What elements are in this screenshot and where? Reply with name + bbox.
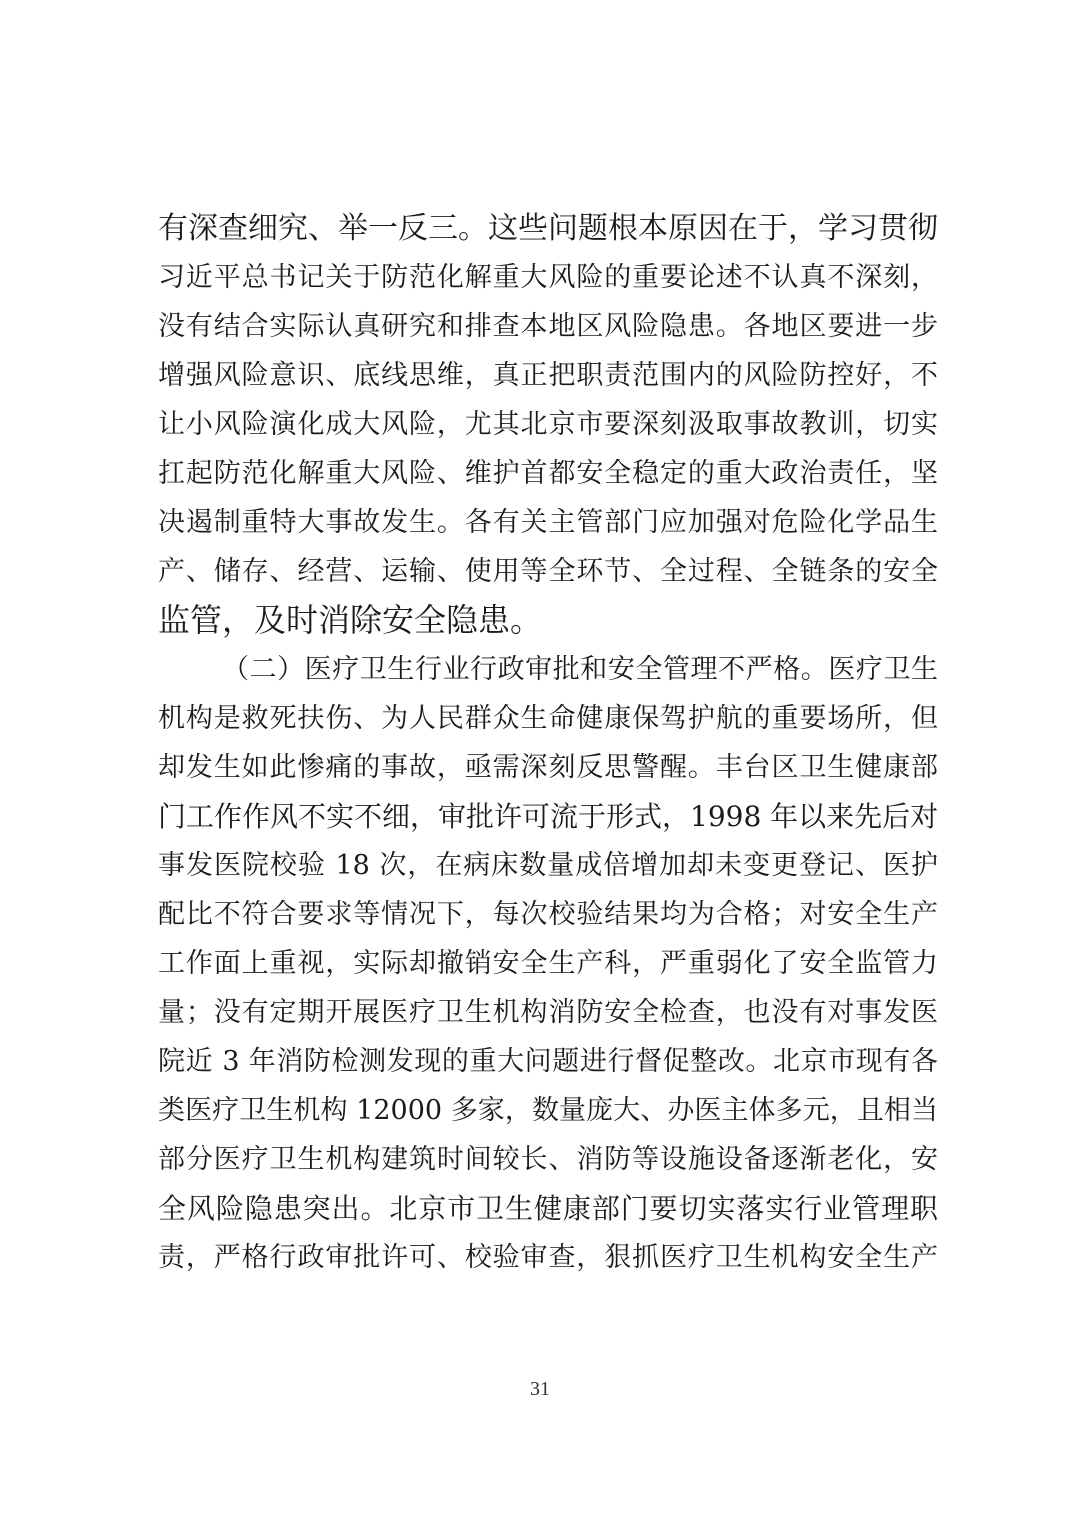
text-line: 决遏制重特大事故发生。各有关主管部门应加强对危险化学品生 (158, 507, 938, 538)
paragraph-2 (158, 645, 938, 1282)
text-line: 全风险隐患突出。北京市卫生健康部门要切实落实行业管理职 (158, 1192, 938, 1225)
section-heading-line: （二）医疗卫生行业行政审批和安全管理不严格。医疗卫生 (222, 654, 938, 685)
text-line: 门工作作风不实不细，审批许可流于形式，1998 年以来先后对 (158, 800, 938, 833)
text-line: 责，严格行政审批许可、校验审查，狠抓医疗卫生机构安全生产 (158, 1242, 938, 1273)
text-line: 扛起防范化解重大风险、维护首都安全稳定的重大政治责任，坚 (158, 458, 938, 489)
text-line: 院近 3 年消防检测发现的重大问题进行督促整改。北京市现有各 (158, 1046, 938, 1077)
text-line: 有深查细究、举一反三。这些问题根本原因在于，学习贯彻 (158, 211, 938, 246)
text-line: 配比不符合要求等情况下，每次校验结果均为合格；对安全生产 (158, 899, 938, 930)
text-line: 事发医院校验 18 次，在病床数量成倍增加却未变更登记、医护 (158, 850, 938, 881)
text-line: 产、储存、经营、运输、使用等全环节、全过程、全链条的安全 (158, 556, 938, 587)
page-number: 31 (530, 1378, 550, 1400)
text-line: 习近平总书记关于防范化解重大风险的重要论述不认真不深刻， (158, 262, 938, 293)
text-line: 监管，及时消除安全隐患。 (158, 601, 543, 639)
body-text (158, 204, 938, 1282)
text-line: 机构是救死扶伤、为人民群众生命健康保驾护航的重要场所，但 (158, 703, 938, 734)
text-line: 却发生如此惨痛的事故，亟需深刻反思警醒。丰台区卫生健康部 (158, 752, 938, 783)
text-line: 类医疗卫生机构 12000 多家，数量庞大、办医主体多元，且相当 (158, 1095, 938, 1126)
text-line: 工作面上重视，实际却撤销安全生产科，严重弱化了安全监管力 (158, 948, 938, 979)
text-line: 没有结合实际认真研究和排查本地区风险隐患。各地区要进一步 (158, 311, 938, 342)
text-line: 增强风险意识、底线思维，真正把职责范围内的风险防控好，不 (158, 360, 938, 391)
text-line: 让小风险演化成大风险，尤其北京市要深刻汲取事故教训，切实 (158, 409, 938, 440)
paragraph-1 (158, 204, 938, 645)
text-line: 量；没有定期开展医疗卫生机构消防安全检查，也没有对事发医 (158, 997, 938, 1028)
text-line: 部分医疗卫生机构建筑时间较长、消防等设施设备逐渐老化，安 (158, 1144, 938, 1175)
